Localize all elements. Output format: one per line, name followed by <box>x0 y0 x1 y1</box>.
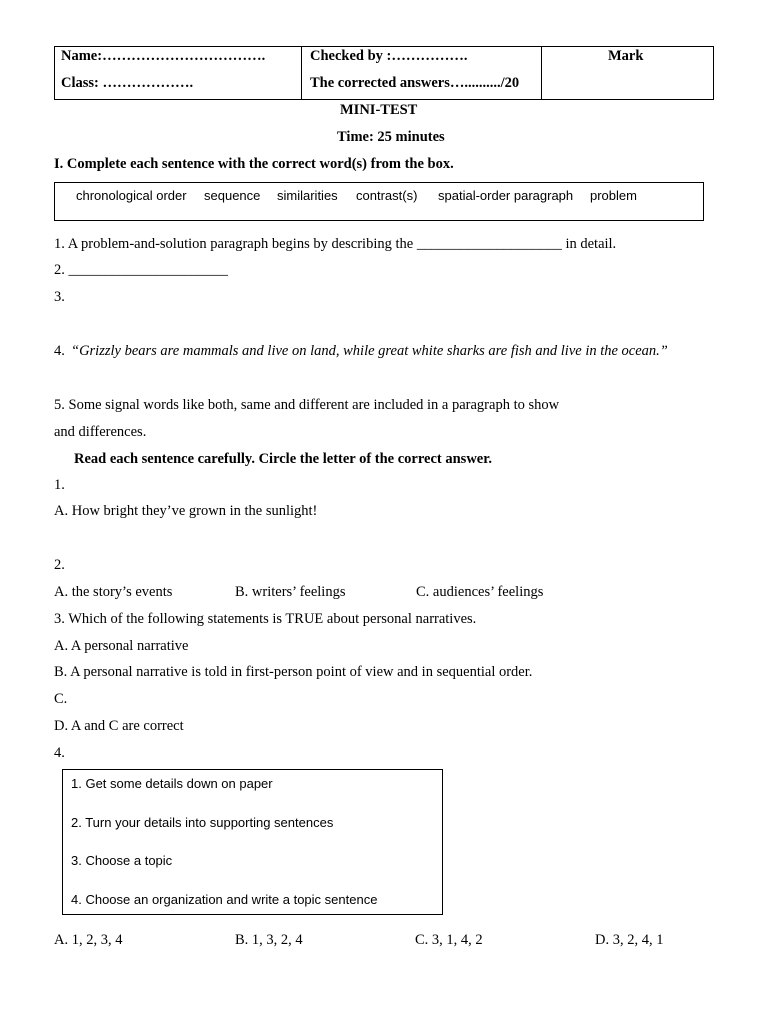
question-2: 2. ______________________ <box>54 262 228 278</box>
mc-question-3-option-d: D. A and C are correct <box>54 718 184 734</box>
time-limit: Time: 25 minutes <box>337 129 445 145</box>
mc-question-4-number: 4. <box>54 745 65 761</box>
mc-question-3: 3. Which of the following statements is TRUE about personal narratives. <box>54 611 477 627</box>
question-4-quote: “Grizzly bears are mammals and live on land, while great white sharks are fish and live in the ocean.” <box>71 343 668 359</box>
page-title: MINI-TEST <box>340 102 418 118</box>
mc-question-1-number: 1. <box>54 477 65 493</box>
mc-question-4-option-d: D. 3, 2, 4, 1 <box>595 932 664 948</box>
mc-question-2-option-c: C. audiences’ feelings <box>416 584 544 600</box>
mc-question-1-option-a: A. How bright they’ve grown in the sunlight! <box>54 503 318 519</box>
mc-question-2-option-b: B. writers’ feelings <box>235 584 346 600</box>
header-divider <box>541 47 542 99</box>
word-chip: spatial-order paragraph <box>438 188 574 203</box>
mc-question-2-option-a: A. the story’s events <box>54 584 173 600</box>
mc-question-3-option-a: A. A personal narrative <box>54 638 189 654</box>
section-2-heading: Read each sentence carefully. Circle the letter of the correct answer. <box>74 451 492 467</box>
mc-question-2-number: 2. <box>54 557 65 573</box>
question-3: 3. <box>54 289 65 305</box>
step-item: 2. Turn your details into supporting sentences <box>71 815 334 830</box>
mc-question-4-option-b: B. 1, 3, 2, 4 <box>235 932 303 948</box>
step-item: 3. Choose a topic <box>71 853 173 868</box>
name-field: Name:……………………………. <box>61 48 266 64</box>
question-5-line-2: and differences. <box>54 424 147 440</box>
word-chip: sequence <box>204 188 261 203</box>
corrected-answers-field: The corrected answers…........../20 <box>310 75 520 91</box>
word-chip: problem <box>590 188 637 203</box>
mc-question-4-option-c: C. 3, 1, 4, 2 <box>415 932 483 948</box>
header-divider <box>301 47 302 99</box>
mc-question-4-option-a: A. 1, 2, 3, 4 <box>54 932 123 948</box>
question-4-number: 4. <box>54 343 65 359</box>
checked-by-field: Checked by :……………. <box>310 48 468 64</box>
step-item: 4. Choose an organization and write a topic sentence <box>71 892 378 907</box>
step-item: 1. Get some details down on paper <box>71 776 273 791</box>
mark-field: Mark <box>608 48 644 64</box>
question-1: 1. A problem-and-solution paragraph begins by describing the ____________________ in detail. <box>54 236 617 252</box>
mc-question-3-option-c: C. <box>54 691 68 707</box>
word-chip: contrast(s) <box>356 188 418 203</box>
question-5-line-1: 5. Some signal words like both, same and different are included in a paragraph to show <box>54 397 560 413</box>
class-field: Class: ………………. <box>61 75 194 91</box>
word-chip: similarities <box>277 188 338 203</box>
section-1-heading: I. Complete each sentence with the correct word(s) from the box. <box>54 156 454 172</box>
word-chip: chronological order <box>76 188 187 203</box>
mc-question-3-option-b: B. A personal narrative is told in first-person point of view and in sequential order. <box>54 664 533 680</box>
